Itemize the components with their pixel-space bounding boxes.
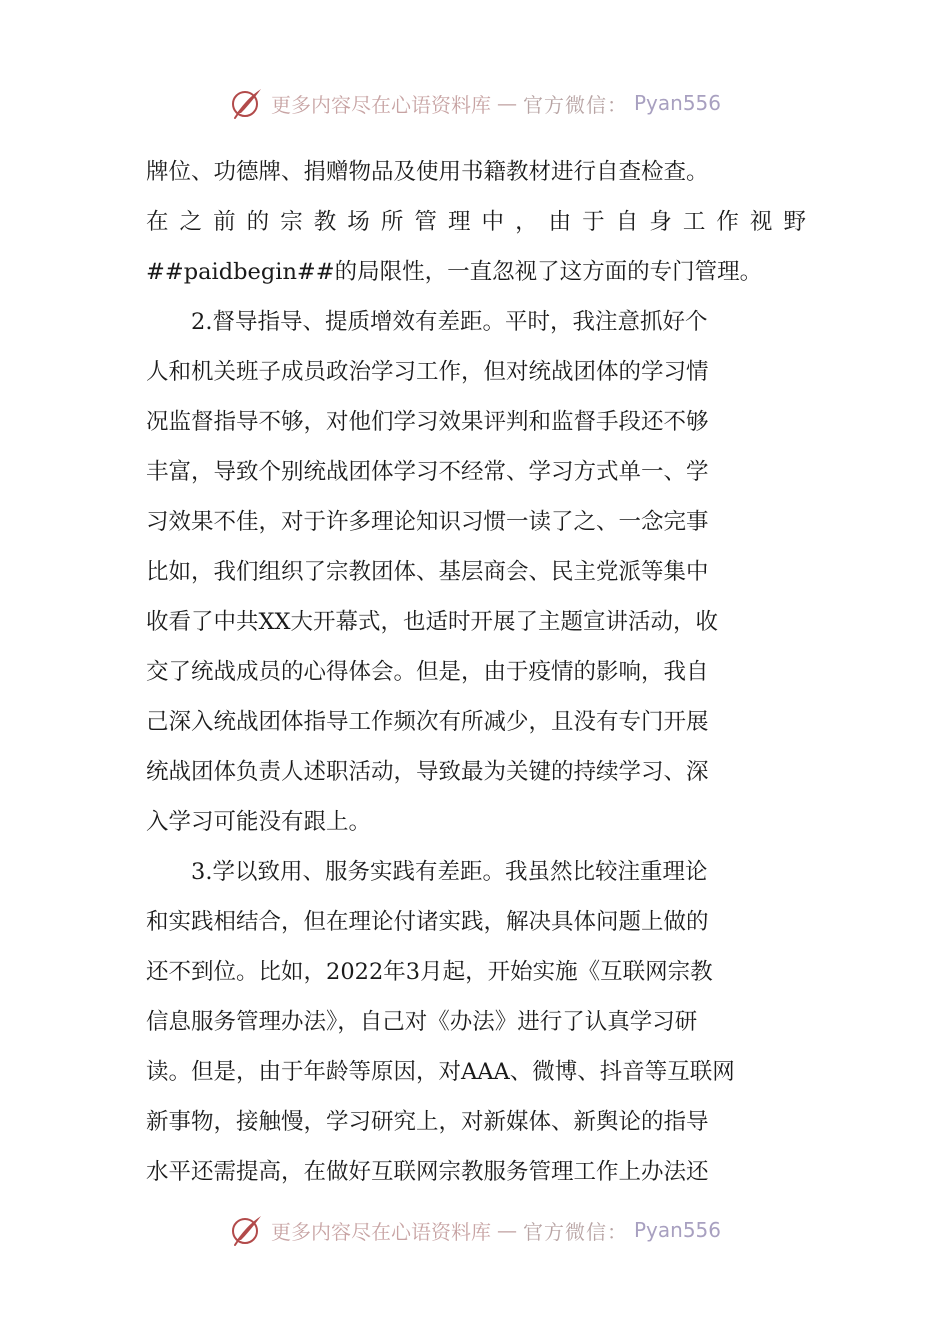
text-line: 收看了中共XX大开幕式，也适时开展了主题宣讲活动，收 — [146, 609, 719, 635]
text-line: 还不到位。比如，2022年3月起，开始实施《互联网宗教 — [146, 959, 713, 985]
text-line: 比如，我们组织了宗教团体、基层商会、民主党派等集中 — [146, 559, 709, 585]
text-line: 己深入统战团体指导工作频次有所减少，且没有专门开展 — [146, 709, 709, 735]
text-line: 和实践相结合，但在理论付诸实践，解决具体问题上做的 — [146, 909, 709, 935]
text-line: 习效果不佳，对于许多理论知识习惯一读了之、一念完事 — [146, 509, 709, 535]
text-line: 2.督导指导、提质增效有差距。平时，我注意抓好个 — [191, 309, 708, 335]
footer-watermark — [0, 1212, 950, 1248]
text-line: 水平还需提高，在做好互联网宗教服务管理工作上办法还 — [146, 1159, 709, 1185]
text-line: 新事物，接触慢，学习研究上，对新媒体、新舆论的指导 — [146, 1109, 709, 1135]
quill-logo-icon — [229, 85, 265, 121]
text-line: 统战团体负责人述职活动，导致最为关键的持续学习、深 — [146, 759, 709, 785]
header-watermark — [0, 85, 950, 121]
text-line: 牌位、功德牌、捐赠物品及使用书籍教材进行自查检查。 — [146, 159, 709, 185]
text-line: ##paidbegin##的局限性，一直忽视了这方面的专门管理。 — [146, 259, 763, 285]
watermark-brand: 更多内容尽在心语资料库 — [270, 92, 491, 117]
watermark-separator: — — [496, 91, 517, 115]
text-line: 况监督指导不够，对他们学习效果评判和监督手段还不够 — [146, 409, 709, 435]
watermark-wechat-id: Pyan556 — [633, 91, 721, 115]
text-line: 信息服务管理办法》，自己对《办法》进行了认真学习研 — [146, 1009, 698, 1035]
text-line: 在之前的宗教场所管理中，由于自身工作视野 — [146, 209, 806, 235]
text-line: 交了统战成员的心得体会。但是，由于疫情的影响，我自 — [146, 659, 709, 685]
text-line: 读。但是，由于年龄等原因，对AAA、微博、抖音等互联网 — [146, 1059, 735, 1085]
watermark-separator: — — [496, 1218, 517, 1242]
text-line: 人和机关班子成员政治学习工作，但对统战团体的学习情 — [146, 359, 709, 385]
text-line: 丰富，导致个别统战团体学习不经常、学习方式单一、学 — [146, 459, 709, 485]
watermark-contact-label: 官方微信： — [522, 92, 628, 117]
text-line: 入学习可能没有跟上。 — [146, 809, 372, 835]
quill-logo-icon — [229, 1212, 265, 1248]
watermark-wechat-id: Pyan556 — [633, 1218, 721, 1242]
watermark-brand: 更多内容尽在心语资料库 — [270, 1219, 491, 1244]
watermark-contact-label: 官方微信： — [522, 1219, 628, 1244]
document-body — [146, 147, 806, 1197]
text-line: 3.学以致用、服务实践有差距。我虽然比较注重理论 — [191, 859, 708, 885]
